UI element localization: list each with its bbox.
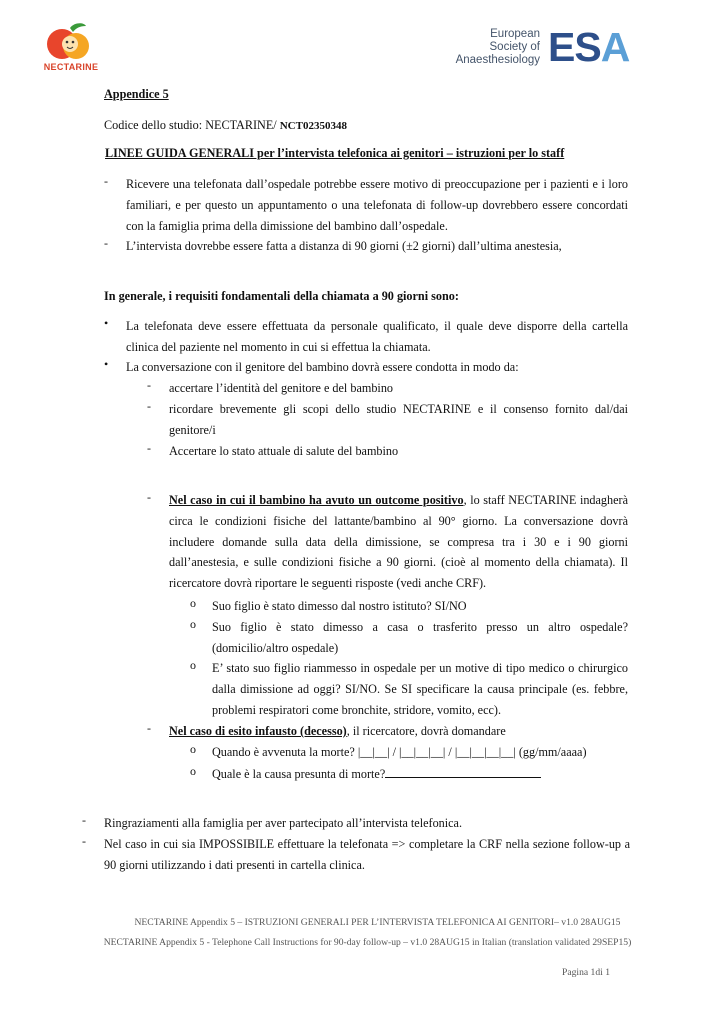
negative-question-2 <box>212 764 628 785</box>
esa-line-1: European <box>490 28 540 40</box>
study-code <box>104 115 624 137</box>
positive-question-1: Suo figlio è stato dimesso dal nostro istituto? SI/NO <box>212 599 467 613</box>
bullet-marker: • <box>104 316 109 330</box>
positive-outcome-text: , lo staff NECTARINE indagherà circa le condizioni fisiche del lattante/bambino al 90° giorno. La conversazione dovrà includere domande sulla data della dimissione, se compresa tra i 30 e i 90 giorni dall’anestesia, e sulle condizioni fisiche a 90 giorni. (cioè al momento della chiamata). Il ricercatore dovrà riportare le seguenti risposte (vedi anche CRF). <box>169 493 628 591</box>
esa-line-2: Society of <box>489 41 540 53</box>
dash-marker: - <box>147 399 151 413</box>
nectarine-logo-text: NECTARINE <box>43 62 99 72</box>
requirements-heading: In generale, i requisiti fondamentali della chiamata a 90 giorni sono: <box>104 289 459 303</box>
negative-question-2-text: Quale è la causa presunta di morte? <box>212 767 386 781</box>
dash-marker: - <box>147 441 151 455</box>
footer-line-2: NECTARINE Appendix 5 - Telephone Call Instructions for 90-day follow-up – v1.0 28AUG15 in Italian (translation validated 29SEP15) <box>103 937 632 948</box>
appendix-heading: Appendice 5 <box>104 87 169 101</box>
positive-outcome-paragraph <box>169 490 628 594</box>
esa-letter-a: A <box>600 24 630 70</box>
esa-line-3: Anaesthesiology <box>455 54 540 66</box>
circle-marker: o <box>190 658 196 672</box>
closing-item-1: Ringraziamenti alla famiglia per aver partecipato all’intervista telefonica. <box>104 816 463 830</box>
positive-outcome-label: Nel caso in cui il bambino ha avuto un outcome positivo <box>169 493 464 507</box>
intro-item-1: Ricevere una telefonata dall’ospedale potrebbe essere motivo di preoccupazione per i pazienti e i loro familiari, e per questo un appuntamento o una telefonata di follow-up dovrebbero essere concordati con la famiglia prima della dimissione del bambino dall’ospedale. <box>126 177 628 233</box>
dash-marker: - <box>82 813 86 827</box>
page-number: Pagina 1di 1 <box>562 967 610 978</box>
dash-marker: - <box>104 236 108 250</box>
sub-item-3: Accertare lo stato attuale di salute del bambino <box>169 444 399 458</box>
nectarine-logo <box>40 22 102 74</box>
circle-marker: o <box>190 596 196 610</box>
answer-blank-line <box>385 765 541 778</box>
negative-question-1: Quando è avvenuta la morte? |__|__| / |__|__|__| / |__|__|__|__| (gg/mm/aaaa) <box>212 745 587 759</box>
esa-letter-s: S <box>574 24 601 70</box>
esa-logo-acronym <box>548 24 629 70</box>
dash-marker: - <box>104 174 108 188</box>
positive-question-2: Suo figlio è stato dimesso a casa o trasferito presso un altro ospedale? (domicilio/altro ospedale) <box>212 620 628 655</box>
esa-letter-e: E <box>548 24 575 70</box>
esa-logo-text <box>420 28 540 67</box>
dash-marker: - <box>147 490 151 504</box>
circle-marker: o <box>190 742 196 756</box>
study-code-id: NCT02350348 <box>279 120 347 132</box>
study-code-label: Codice dello studio: NECTARINE/ <box>104 118 277 132</box>
negative-outcome-text: , il ricercatore, dovrà domandare <box>346 724 506 738</box>
sub-item-1: accertare l’identità del genitore e del bambino <box>169 381 394 395</box>
negative-outcome-label: Nel caso di esito infausto (decesso) <box>169 724 347 738</box>
requirement-bullet-1: La telefonata deve essere effettuata da personale qualificato, il quale deve disporre della cartella clinica del paziente nel momento in cui si effettua la chiamata. <box>126 319 628 354</box>
closing-item-2: Nel caso in cui sia IMPOSSIBILE effettuare la telefonata => completare la CRF nella sezione follow-up a 90 giorni utilizzando i dati presenti in cartella clinica. <box>104 837 630 872</box>
intro-item-2: L’intervista dovrebbe essere fatta a distanza di 90 giorni (±2 giorni) dall’ultima anestesia, <box>126 239 562 253</box>
sub-item-2: ricordare brevemente gli scopi dello studio NECTARINE e il consenso fornito dal/dai genitore/i <box>169 402 628 437</box>
circle-marker: o <box>190 764 196 778</box>
positive-question-3: E’ stato suo figlio riammesso in ospedale per un motive di tipo medico o chirurgico dalla dimissione ad oggi? SI/NO. Se SI specificare la causa principale (es. febbre, problemi respiratori come bronchite, stridore, vomito, ecc). <box>212 661 628 717</box>
requirement-bullet-2: La conversazione con il genitore del bambino dovrà essere condotta in modo da: <box>126 360 519 374</box>
bullet-marker: • <box>104 357 109 371</box>
circle-marker: o <box>190 617 196 631</box>
dash-marker: - <box>147 721 151 735</box>
dash-marker: - <box>147 378 151 392</box>
dash-marker: - <box>82 834 86 848</box>
negative-outcome-paragraph <box>169 721 628 742</box>
guidelines-title: LINEE GUIDA GENERALI per l’intervista telefonica ai genitori – istruzioni per lo staff <box>105 146 565 160</box>
footer-line-1: NECTARINE Appendix 5 – ISTRUZIONI GENERALI PER L’INTERVISTA TELEFONICA AI GENITORI– v1.0 28AUG15 <box>134 917 621 928</box>
